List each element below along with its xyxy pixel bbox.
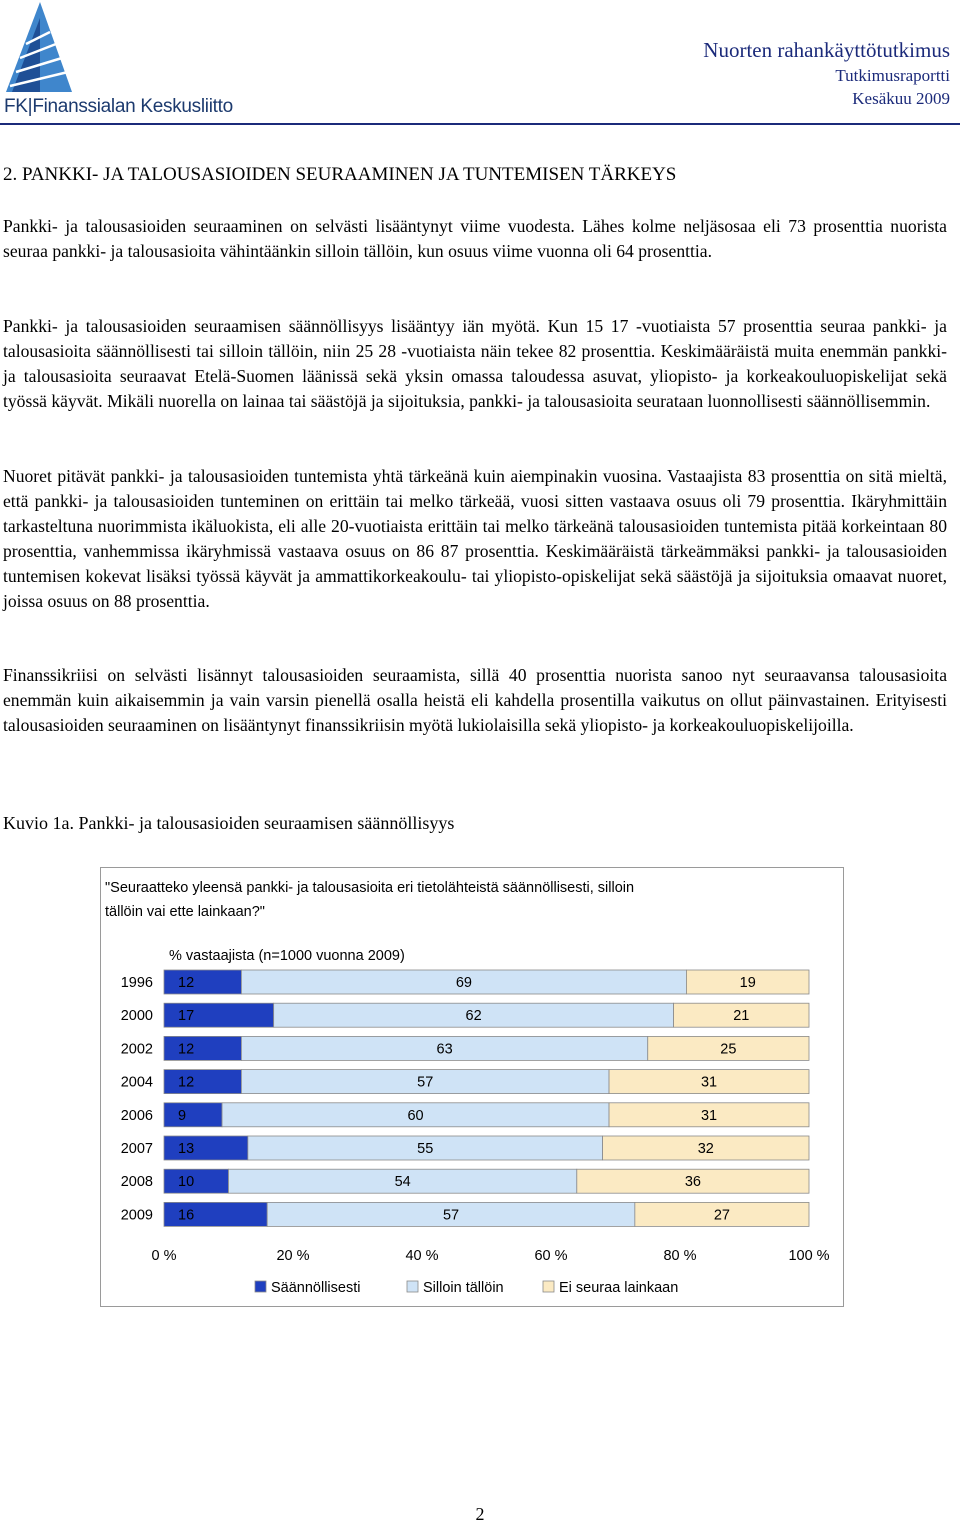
data-label: 16: [178, 1207, 195, 1224]
paragraph-4: Finanssikriisi on selvästi lisännyt talousasioiden seuraamista, sillä 40 prosenttia nuorista sanoo nyt seuraavansa talousasioita enemmän kuin aikaisemmin ja vain varsin pienellä osalla heistä eli kahdella prosentilla vaikutus on ollut päinvastainen. Erityisesti talousasioiden seuraaminen on lisääntynyt finanssikriisin myötä lukiolaisilla sekä yliopisto- ja korkeakouluopiskelijoilla.: [3, 665, 947, 735]
paragraph-1: Pankki- ja talousasioiden seuraaminen on selvästi lisääntynyt viime vuodesta. Lähes kolme neljäsosaa eli 73 prosenttia nuorista seuraa pankki- ja talousasioita vähintäänkin silloin tällöin, kun osuus viime vuonna oli 64 prosenttia.: [3, 216, 947, 261]
stacked-bar-chart: [101, 868, 843, 1306]
paragraph-2: Pankki- ja talousasioiden seuraamisen säännöllisyys lisääntyy iän myötä. Kun 15 17 -vuotiaista 57 prosenttia seuraa pankki- ja talousasioita säännöllisesti tai silloin tällöin, niin 25 28 -vuotiaista näin tekee 82 prosenttia. Keskimääräistä muita enemmän pankki- ja talousasioita seuraavat Etelä-Suomen läänissä sekä yksin omassa taloudessa asuvat, yliopisto- ja korkeakouluopiskelijat sekä työssä käyvät. Mikäli nuorella on lainaa tai säästöjä ja sijoituksia, pankki- ja talousasioita seurataan luonnollisesti säännöllisemmin.: [3, 316, 947, 411]
bar-segment: [164, 1103, 222, 1127]
year-label: 2006: [120, 1107, 153, 1124]
report-subtitle: Tutkimusraportti: [835, 66, 950, 85]
data-label: 17: [178, 1008, 195, 1025]
year-label: 2004: [120, 1074, 153, 1091]
page-number: 2: [475, 1504, 485, 1524]
data-label: 25: [720, 1041, 737, 1058]
x-tick-label: 60 %: [534, 1248, 568, 1264]
x-tick-label: 20 %: [276, 1248, 310, 1264]
data-label: 57: [417, 1074, 434, 1091]
data-label: 13: [178, 1141, 195, 1157]
legend-label: Silloin tällöin: [423, 1280, 504, 1296]
year-label: 2009: [120, 1207, 153, 1224]
data-label: 10: [178, 1174, 195, 1191]
legend-swatch: [255, 1281, 266, 1292]
data-label: 12: [178, 1074, 195, 1091]
header-divider: [0, 123, 960, 125]
fk-logo: [0, 0, 233, 122]
data-label: 27: [713, 1207, 730, 1224]
legend-swatch: [407, 1281, 418, 1292]
data-label: 69: [455, 975, 472, 991]
x-tick-label: 40 %: [405, 1248, 439, 1264]
legend-label: Säännöllisesti: [271, 1280, 361, 1296]
section-title: 2. PANKKI- JA TALOUSASIOIDEN SEURAAMINEN JA TUNTEMISEN TÄRKEYS: [3, 164, 677, 185]
year-label: 2000: [120, 1008, 153, 1025]
bar-segment: [164, 1169, 229, 1193]
chart-subtitle: % vastaajista (n=1000 vuonna 2009): [169, 948, 405, 964]
x-tick-label: 0 %: [151, 1248, 177, 1264]
data-label: 31: [700, 1074, 718, 1091]
report-title: Nuorten rahankäyttötutkimus: [703, 38, 950, 62]
fk-logo-mark: [0, 0, 180, 96]
data-label: 36: [684, 1174, 701, 1191]
data-label: 55: [417, 1141, 434, 1157]
data-label: 32: [697, 1141, 714, 1157]
data-label: 62: [465, 1008, 482, 1025]
bar-segment: [164, 970, 241, 994]
data-label: 19: [739, 975, 756, 991]
data-label: 12: [178, 1041, 195, 1058]
figure-caption: Kuvio 1a. Pankki- ja talousasioiden seuraamisen säännöllisyys: [3, 813, 455, 833]
data-label: 21: [733, 1008, 750, 1025]
paragraph-3: Nuoret pitävät pankki- ja talousasioiden tuntemista yhtä tärkeänä kuin aiempinakin vuosina. Vastaajista 83 prosenttia on sitä mieltä, että pankki- ja talousasioiden tunteminen on erittäin tai melko tärkeää, vuosi sitten vastaava osuus oli 79 prosenttia. Ikäryhmittäin tarkasteltuna nuorimmista ikäluokista, eli alle 20-vuotiaista erittäin tai melko tärkeänä talousasioiden tuntemista pitää korkeintaan 80 prosenttia, vanhemmissa ikäryhmissä vastaava osuus on 86 87 prosenttia. Keskimääräistä tärkeämmäksi pankki- ja talousasioiden tuntemisen kokevat lisäksi työssä käyvät ja ammattikorkeakoulu- tai yliopisto-opiskelijat sekä säästöjä ja sijoituksia omaavat nuoret, joissa osuus on 88 prosenttia.: [3, 466, 947, 611]
data-label: 54: [394, 1174, 411, 1191]
x-tick-label: 80 %: [663, 1248, 697, 1264]
legend-swatch: [543, 1281, 554, 1292]
year-label: 2007: [120, 1141, 153, 1157]
data-label: 60: [407, 1107, 424, 1124]
legend-label: Ei seuraa lainkaan: [559, 1280, 679, 1296]
data-label: 9: [178, 1107, 187, 1124]
year-label: 2008: [120, 1174, 153, 1191]
data-label: 31: [700, 1107, 718, 1124]
chart-title-line: tällöin vai ette lainkaan?": [105, 904, 265, 920]
chart-title-line: "Seuraatteko yleensä pankki- ja talousasioita eri tietolähteistä säännöllisesti, silloin: [105, 880, 635, 896]
report-date: Kesäkuu 2009: [852, 89, 950, 108]
data-label: 63: [436, 1041, 453, 1058]
bar-segment: [164, 1136, 248, 1160]
x-tick-label: 100 %: [788, 1248, 830, 1264]
logo-text: FK|Finanssialan Keskusliitto: [4, 96, 233, 117]
year-label: 2002: [120, 1041, 153, 1058]
bar-segment: [164, 1070, 241, 1094]
chart-frame: [100, 867, 844, 1307]
bar-segment: [164, 1036, 241, 1060]
data-label: 12: [178, 975, 195, 991]
data-label: 57: [442, 1207, 460, 1224]
year-label: 1996: [120, 975, 153, 991]
